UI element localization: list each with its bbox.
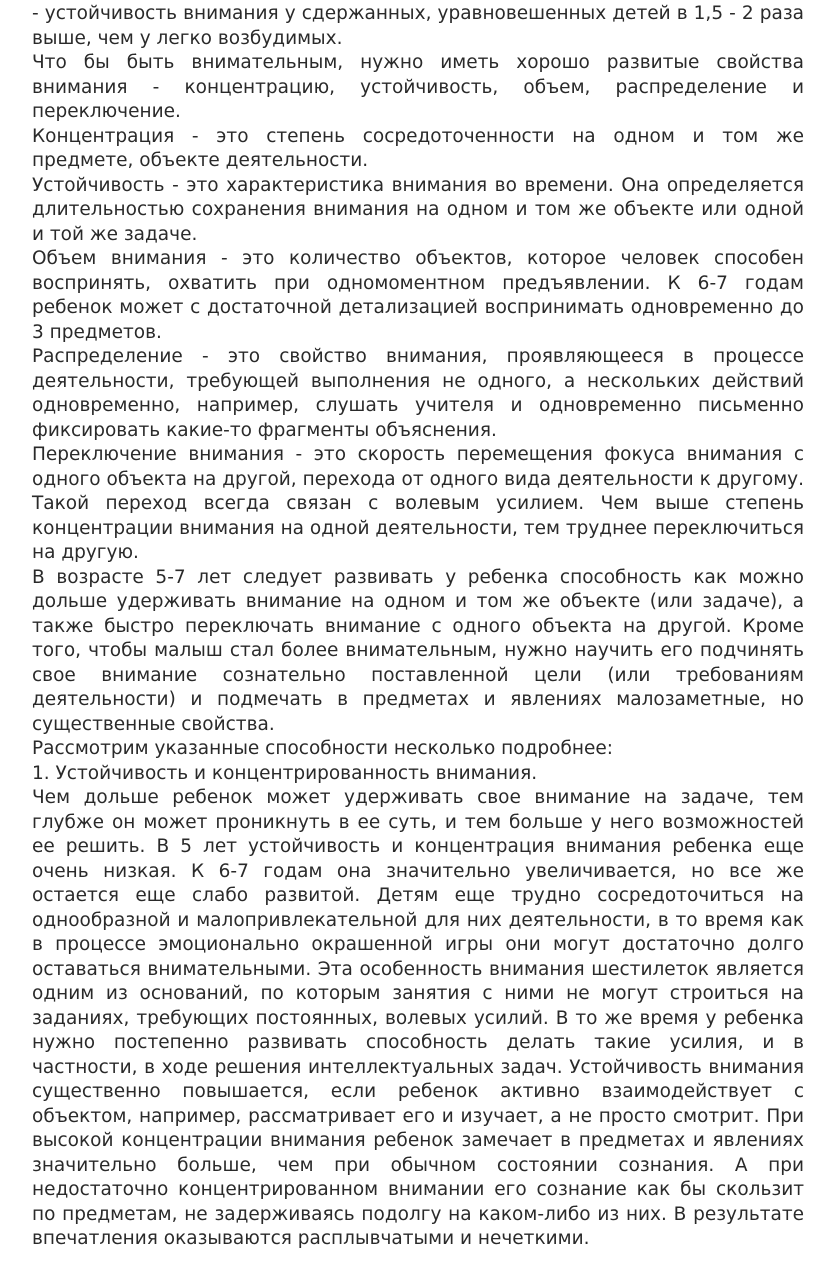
paragraph-switching: Переключение внимания - это скорость перемещения фокуса внимания с одного объекта на другой, перехода от одного вида деятельности к другому. Такой переход всегда связан с волевым усилием. Чем выше степень концентрации внимания на одной деятельности, тем труднее переключиться на другую. bbox=[32, 444, 804, 563]
paragraph-age-5-7: В возрасте 5-7 лет следует развивать у ребенка способность как можно дольше удерживать внимание на одном и том же объекте (или задаче), а также быстро переключать внимание с одного объекта на другой. Кроме того, чтобы малыш стал более внимательным, нужно научить его подчинять свое внимание сознательно поставленной цели (или требованиям деятельности) и подмечать в предметах и явлениях малозаметные, но существенные свойства. bbox=[32, 566, 804, 735]
section-heading-stability: 1. Устойчивость и концентрированность внимания. bbox=[32, 762, 538, 784]
paragraph-attention-span: Объем внимания - это количество объектов, которое человек способен воспринять, охватить при одномоментном предъявлении. К 6-7 годам ребенок может с достаточной детализацией воспринимать одновременно до 3 предметов. bbox=[32, 248, 804, 343]
paragraph-concentration: Концентрация - это степень сосредоточенности на одном и том же предмете, объекте деятельности. bbox=[32, 125, 804, 171]
paragraph-intro-details: Рассмотрим указанные способности несколько подробнее: bbox=[32, 738, 613, 759]
paragraph-distribution: Распределение - это свойство внимания, проявляющееся в процессе деятельности, требующей выполнения не одного, а нескольких действий одновременно, например, слушать учителя и одновременно письменно фиксировать какие-то фрагменты объяснения. bbox=[32, 346, 804, 441]
paragraph-stability: Устойчивость - это характеристика внимания во времени. Она определяется длительностью сохранения внимания на одном и том же объекте или одной и той же задаче. bbox=[32, 174, 804, 245]
paragraph-stability-details: Чем дольше ребенок может удерживать свое внимание на задаче, тем глубже он может проникнуть в ее суть, и тем больше у него возможностей ее решить. В 5 лет устойчивость и концентрация внимания ребенка еще очень низкая. К 6-7 годам она значительно увеличивается, но все же остается еще слабо развитой. Детям еще трудно сосредоточиться на однообразной и малопривлекательной для них деятельности, в то время как в процессе эмоционально окрашенной игры они могут достаточно долго оставаться внимательными. Эта особенность внимания шестилеток является одним из оснований, по которым занятия с ними не могут строиться на заданиях, требующих постоянных, волевых усилий. В то же время у ребенка нужно постепенно развивать способность делать такие усилия, и в частности, в ходе решения интеллектуальных задач. Устойчивость внимания существенно повышается, если ребенок активно взаимодействует с объектом, например, рассматривает его и изучает, а не просто смотрит. При высокой концентрации внимания ребенок замечает в предметах и явлениях значительно больше, чем при обычном состоянии сознания. А при недостаточно концентрированном внимании его сознание как бы скользит по предметам, не задерживаясь подолгу на каком-либо из них. В результате впечатления оказываются расплывчатыми и нечеткими. bbox=[32, 787, 804, 1249]
paragraph-attention-properties: Что бы быть внимательным, нужно иметь хорошо развитые свойства внимания - концентрацию, устойчивость, объем, распределение и переключение. bbox=[32, 52, 804, 122]
document-page bbox=[32, 2, 804, 1252]
paragraph-stability-note: - устойчивость внимания у сдержанных, уравновешенных детей в 1,5 - 2 раза выше, чем у легко возбудимых. bbox=[32, 3, 804, 49]
